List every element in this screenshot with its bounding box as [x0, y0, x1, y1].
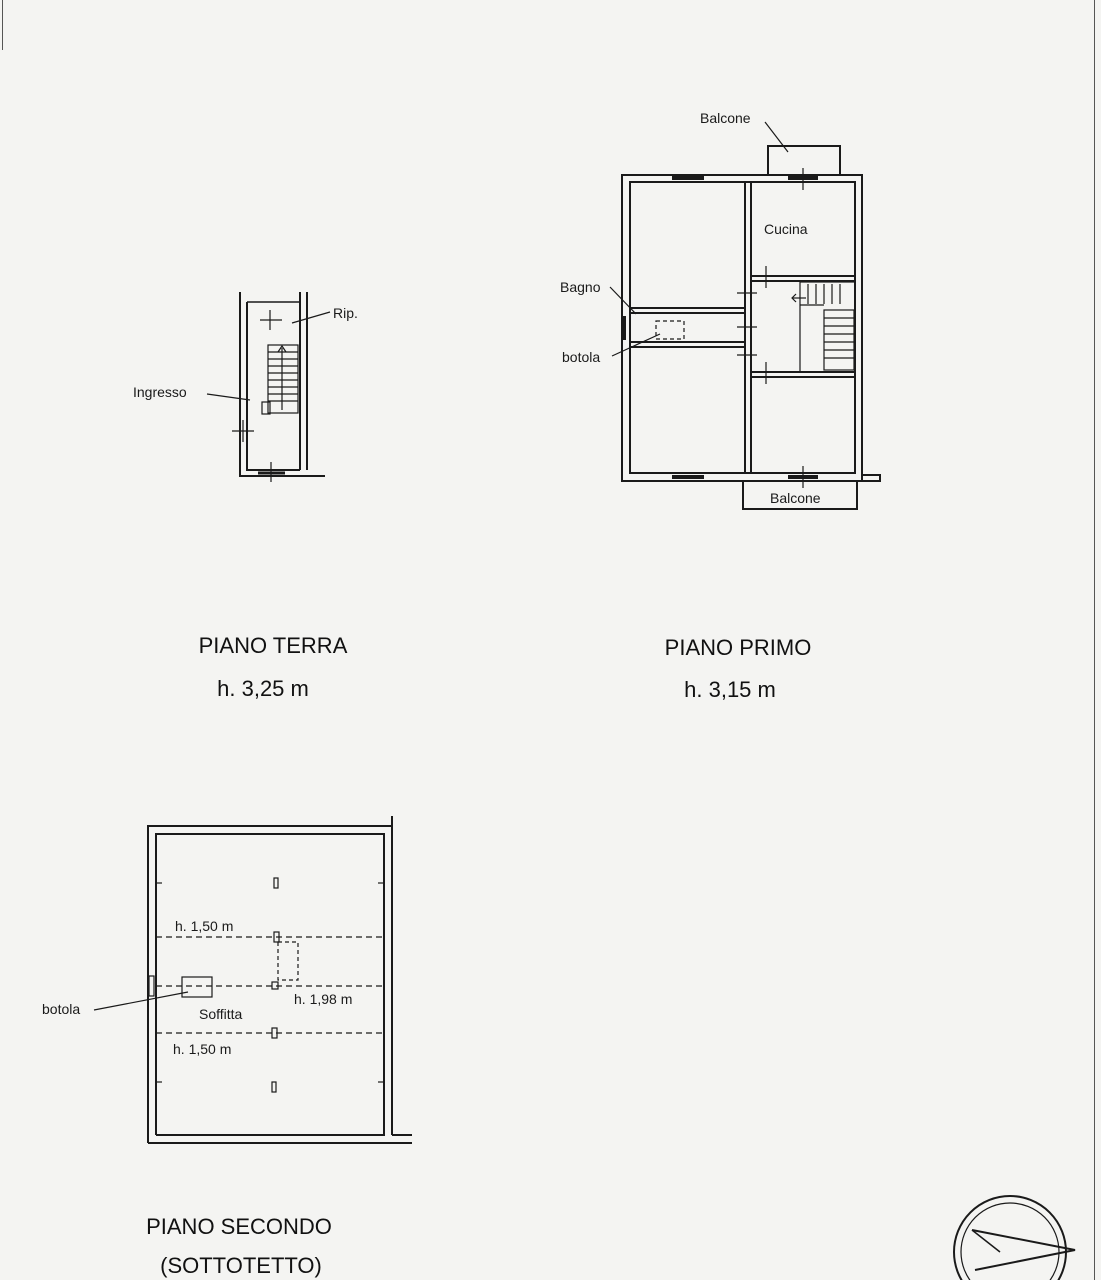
first-botola-leader: [612, 334, 660, 356]
north-arrow-icon: [954, 1196, 1075, 1280]
first-hatch-label: botola: [562, 349, 601, 365]
second-floor-plan: [94, 816, 412, 1143]
second-botola-leader: [94, 992, 188, 1010]
second-height-upper-label: h. 1,50 m: [175, 918, 234, 934]
second-height-lower-label: h. 1,50 m: [173, 1041, 232, 1057]
second-hatch: [182, 977, 212, 997]
first-floor-plan: [610, 122, 880, 509]
second-outer-wall: [148, 816, 392, 1143]
second-dashed-box: [278, 942, 298, 980]
second-hatch-label: botola: [42, 1001, 81, 1017]
second-hatch-window: [149, 976, 154, 996]
ground-staircase: [262, 345, 298, 414]
second-pillar-bottom: [272, 1082, 276, 1092]
ground-rip-leader: [292, 312, 330, 323]
first-hatch: [656, 321, 684, 339]
second-floor-title: PIANO SECONDO: [146, 1214, 332, 1239]
first-door-ticks: [737, 266, 776, 384]
first-floor-height: h. 3,15 m: [684, 677, 776, 702]
second-height-center-label: h. 1,98 m: [294, 991, 353, 1007]
ground-floor-plan: [207, 292, 330, 482]
first-kitchen-label: Cucina: [764, 221, 808, 237]
second-attic-label: Soffitta: [199, 1006, 243, 1022]
first-outer-wall: [622, 175, 862, 481]
second-inner-wall: [156, 834, 384, 1135]
first-floor-title: PIANO PRIMO: [664, 635, 812, 660]
first-staircase: [792, 282, 855, 372]
first-right-extension: [862, 475, 880, 481]
first-balcony-top: [768, 146, 840, 175]
ground-ingresso-leader: [207, 394, 250, 400]
ground-entrance-label: Ingresso: [133, 384, 187, 400]
ground-storage-label: Rip.: [333, 305, 358, 321]
second-floor-subtitle: (SOTTOTETTO): [160, 1253, 322, 1278]
second-pillar-top: [274, 878, 278, 888]
first-balcony-top-label: Balcone: [700, 110, 751, 126]
first-bathroom-label: Bagno: [560, 279, 601, 295]
ground-floor-height: h. 3,25 m: [217, 676, 309, 701]
ground-wall-inner-left: [247, 302, 300, 470]
ground-floor-title: PIANO TERRA: [198, 633, 348, 658]
first-balcony-bottom-label: Balcone: [770, 490, 821, 506]
